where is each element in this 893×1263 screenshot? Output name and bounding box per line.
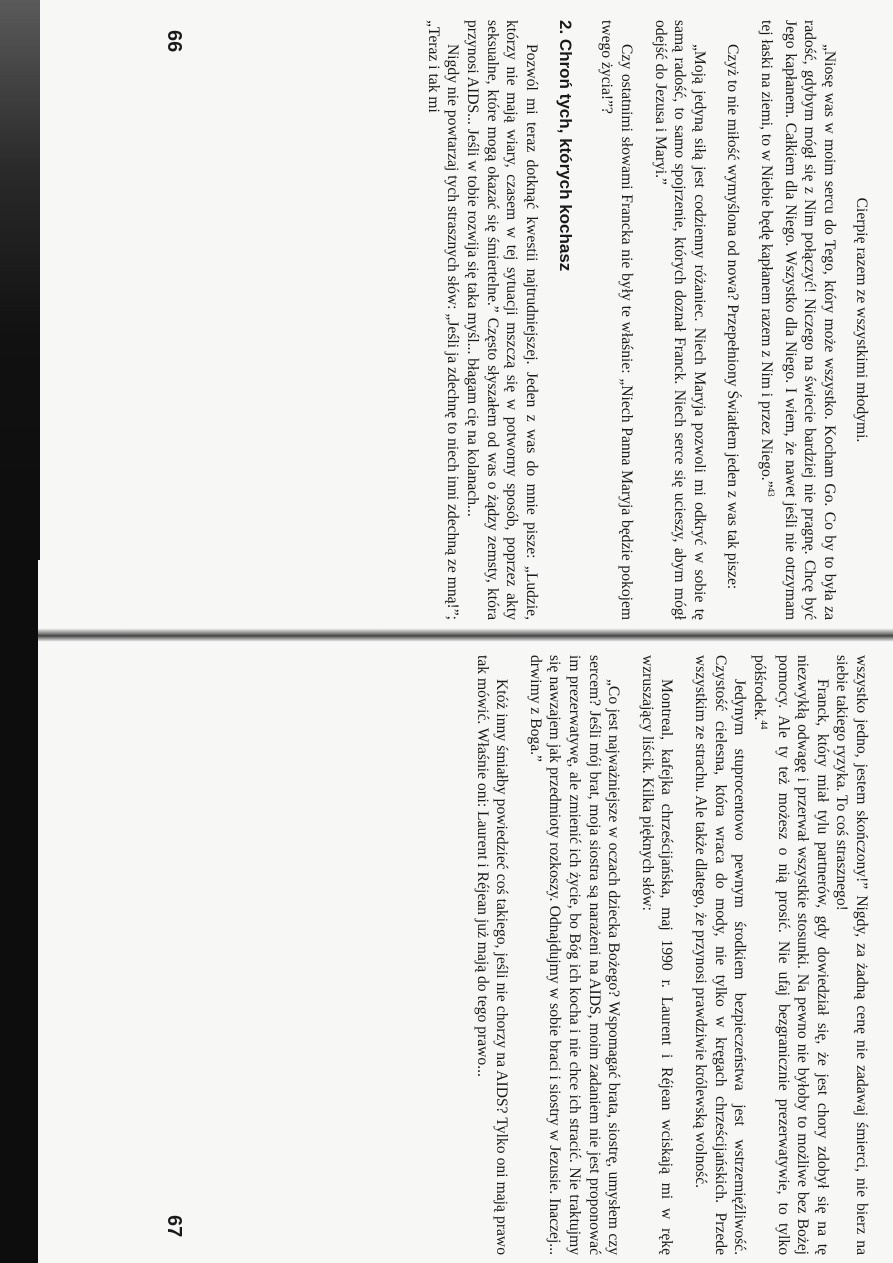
body-paragraph: Montreal, kafejka chrześcijańska, maj 1990 r. Laurent i Réjean wciskają mi w rękę wzruszający liścik. Kilka pięknych słów: — [638, 655, 676, 1255]
page-number: 66 — [163, 30, 185, 53]
body-paragraph: wszystko jedno, jestem skończony!” Nigdy, za żadną cenę nie zadawaj śmierci, nie bierz na siebie takiego ryzyka. To coś strasznego! — [833, 655, 870, 1255]
body-paragraph: Jedynym stuprocentowo pewnym środkiem bezpieczeństwa jest wstrzemięźliwość. Czystość cielesna, która wraca do mody, nie tylko w kręgach chrześcijańskich. Przede wszystkim ze strachu. Ale także dlatego, że przynosi prawdziwie królewską wolność. — [692, 655, 749, 1255]
intro-line: Cierpię razem ze wszystkimi młodymi. — [853, 197, 870, 443]
quote-paragraph: „Moją jedyną siłą jest codzienny różaniec. Niech Maryja pozwoli mi odkryć w sobie tę samą radość, to samo spojrzenie, których doznał Franck. Niech serce się ucieszy, abym mógł odejść do Jezusa i Maryi.” — [651, 20, 708, 620]
page-number: 67 — [163, 1215, 185, 1238]
page-gutter — [38, 628, 893, 642]
body-paragraph: Któż inny śmiałby powiedzieć coś takiego, jeśli nie chorzy na AIDS? Tylko oni mają prawo tak mówić. Właśnie oni: Laurent i Réjean już mają do tego prawo... — [473, 655, 511, 1255]
body-paragraph: Franck, który miał tylu partnerów, gdy dowiedział się, że jest chory zdobył się na tę niezwykłą odwagę i przerwał wszystkie stosunki. Na pewno nie byłoby to możliwe bez Bożej pomocy. Ale ty też możesz o nią prosić. Nie ufaj bezgranicznie prezerwatywie, to tylko półśrodek.$^{44}$ — [750, 655, 831, 1255]
body-paragraph: Czy ostatnimi słowami Francka nie były te właśnie: „Niech Panna Maryja będzie pokojem twego życia!”? — [598, 20, 636, 620]
section-heading: 2. Chroń tych, których kochasz — [555, 20, 575, 272]
page-66 — [153, 20, 883, 620]
body-paragraph: Pozwól mi teraz dotknąć kwestii najtrudniejszej. Jeden z was do mnie pisze: „Ludzie, którzy nie mają wiary, czasem w tej sytuacji mszczą się w potworny sposób, poprzez akty seksualne, które mogą okazać się śmiertelne.” Często słyszałem od was o żądzy zemsty, która przynosi AIDS... Jeśli w tobie rozwija się taka myśl... błagam cię na kolanach... — [464, 20, 540, 620]
body-paragraph: Nigdy nie powtarzaj tych strasznych słów: „Jeśli ja zdechnę to niech inni zdechną ze mną!”; „Teraz i tak mi — [424, 20, 462, 620]
body-paragraph: Czyż to nie miłość wymyślona od nowa? Przepełniony Światłem jeden z was tak pisze: — [724, 44, 742, 590]
quote-paragraph: „Niosę was w moim sercu do Tego, który może wszystko. Kocham Go. Co by to była za radość, gdybym mógł się z Nim połączyć! Niczego na świecie bardziej nie pragnę. Chcę być Jego kapłanem. Całkiem dla Niego. Wszystko dla Niego. I wiem, że nawet jeśli nie otrzymam tej łaski na ziemi, to w Niebie będę kapłanem razem z Nim i przez Niego.”$^{43}$ — [758, 20, 838, 620]
page-67 — [153, 655, 883, 1255]
scan-edge-noise — [0, 0, 40, 560]
quote-paragraph: „Co jest najważniejsze w oczach dziecka Bożego? Wspomagać brata, siostrę, umysłem czy sercem? Jeśli mój brat, moja siostra są narażeni na AIDS, moim zadaniem nie jest proponować im prezerwatywę, ale zmienić ich życie, bo Bóg ich kocha i nie chce ich stracić. Nie traktujmy się nawzajem jak przedmioty rozkoszy. Odnajdujmy w sobie braci i siostry w Jezusie. Inaczej... drwimy z Boga.” — [526, 655, 623, 1255]
